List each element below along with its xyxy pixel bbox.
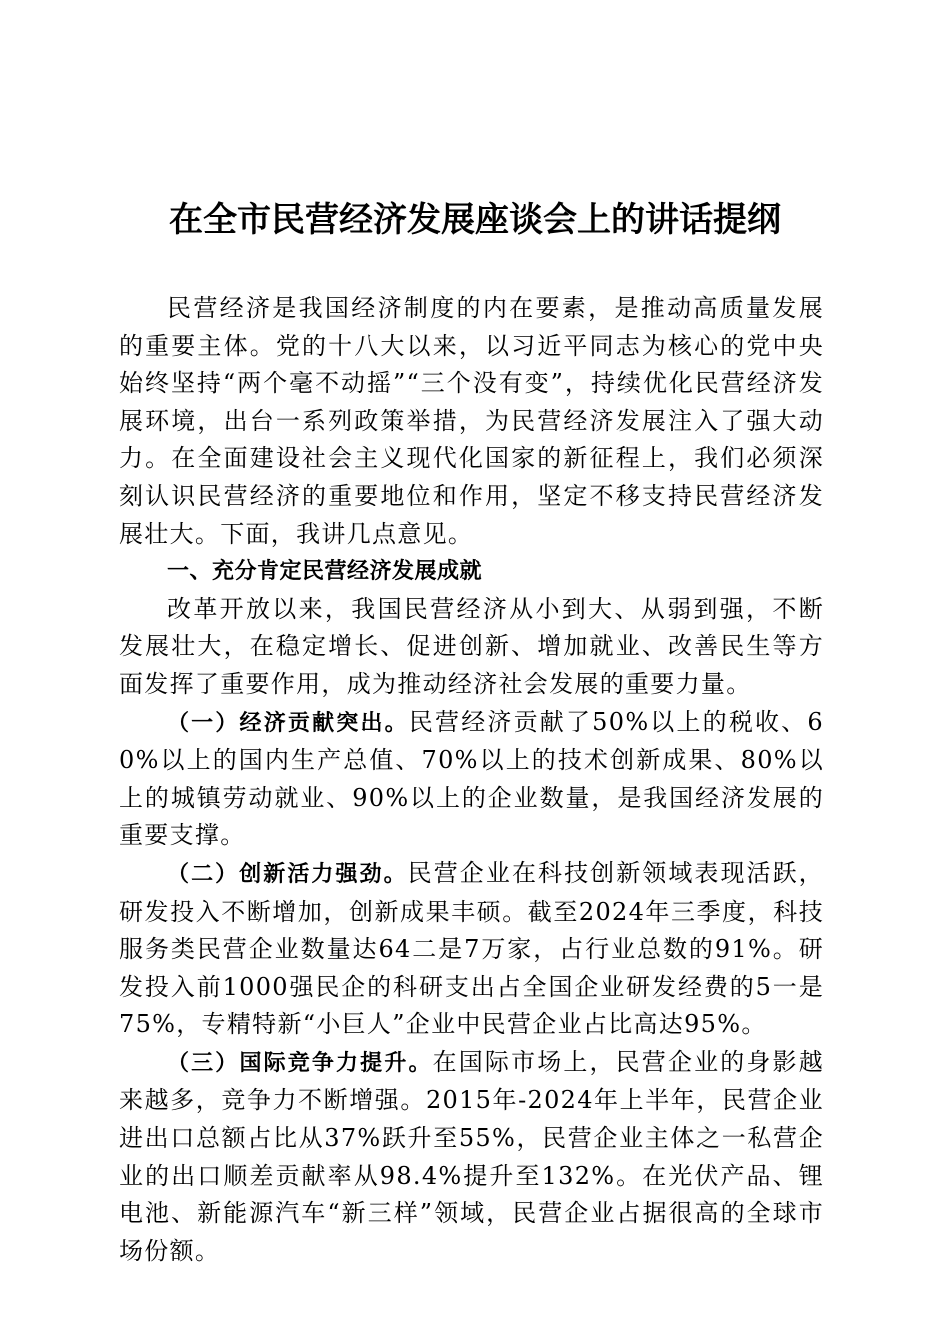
document-title: 在全市民营经济发展座谈会上的讲话提纲 xyxy=(169,200,781,240)
point-lead: （一）经济贡献突出。 xyxy=(167,710,409,736)
document-body xyxy=(119,290,824,1270)
section-heading: 一、充分肯定民营经济发展成就 xyxy=(167,559,483,585)
intro-paragraph: 民营经济是我国经济制度的内在要素，是推动高质量发展的重要主体。党的十八大以来，以习近平同志为核心的党中央始终坚持“两个毫不动摇”“三个没有变”，持续优化民营经济发展环境，出台一系列政策举措，为民营经济发展注入了强大动力。在全面建设社会主义现代化国家的新征程上，我们必须深刻认识民营经济的重要地位和作用，坚定不移支持民营经济发展壮大。下面，我讲几点意见。 xyxy=(119,294,824,548)
point-international-competitiveness xyxy=(119,1044,824,1271)
point-text: 民营经济贡献了50%以上的税收、60%以上的国内生产总值、70%以上的技术创新成果、80%以上的城镇劳动就业、90%以上的企业数量，是我国经济发展的重要支撑。 xyxy=(119,707,824,850)
point-economic-contribution xyxy=(119,704,824,855)
point-lead: （二）创新活力强劲。 xyxy=(167,861,408,887)
point-text: 民营企业在科技创新领域表现活跃，研发投入不断增加，创新成果丰硕。截至2024年三季度，科技服务类民营企业数量达64二是7万家，占行业总数的91%。研发投入前1000强民企的科研支出占全国企业研发经费的5一是75%，专精特新“小巨人”企业中民营企业占比高达95%。 xyxy=(119,858,824,1039)
point-text: 在国际市场上，民营企业的身影越来越多，竞争力不断增强。2015年-2024年上半年，民营企业进出口总额占比从37%跃升至55%，民营企业主体之一私营企业的出口顺差贡献率从98.4%提升至132%。在光伏产品、锂电池、新能源汽车“新三样”领域，民营企业占据很高的全球市场份额。 xyxy=(119,1047,824,1265)
point-innovation-vitality xyxy=(119,855,824,1044)
section-intro-paragraph: 改革开放以来，我国民营经济从小到大、从弱到强，不断发展壮大，在稳定增长、促进创新、增加就业、改善民生等方面发挥了重要作用，成为推动经济社会发展的重要力量。 xyxy=(119,594,824,698)
point-lead: （三）国际竞争力提升。 xyxy=(167,1050,433,1076)
